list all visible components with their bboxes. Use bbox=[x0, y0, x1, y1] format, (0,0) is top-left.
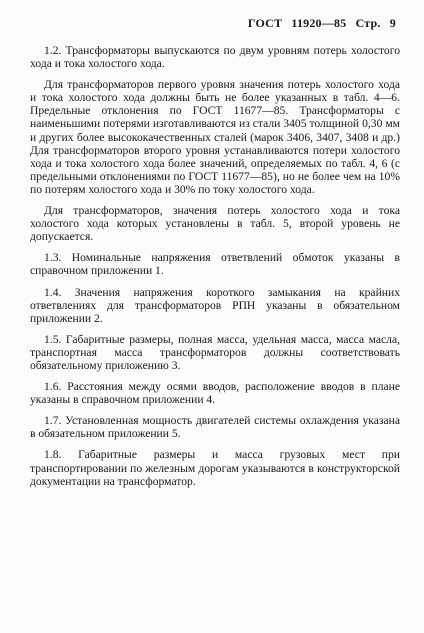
paragraph-first-level: Для трансформаторов первого уровня значения потерь холостого хода и тока холостого хода должны быть не более указанных в табл. 4—6. Предельные отклонения по ГОСТ 11677—85. Трансформаторы с наименьшими потерями изготавливаются из стали 3405 толщиной 0,30 мм и других более высококачественных сталей (марок 3406, 3407, 3408 и др.) Для трансформаторов второго уровня устанавливаются потери холостого хода и тока холостого хода более значений, определяемых по табл. 4, 6 (с предельными отклонениями по ГОСТ 11677—85), но не более чем на 10% по потерям холостого хода и 30% по току холостого хода. bbox=[30, 78, 400, 196]
standard-label: ГОСТ bbox=[247, 16, 283, 30]
running-header bbox=[248, 16, 396, 31]
paragraph-1-5: 1.5. Габаритные размеры, полная масса, удельная масса, масса масла, транспортная масса трансформаторов должны соответствовать обязательному приложению 3. bbox=[30, 332, 400, 372]
body-text bbox=[30, 44, 400, 496]
paragraph-second-level: Для трансформаторов, значения потерь холостого хода и тока холостого хода которых установлены в табл. 5, второй уровень не допускается. bbox=[30, 204, 400, 244]
paragraph-1-8: 1.8. Габаритные размеры и масса грузовых мест при транспортировании по железным дорогам указываются в конструкторской документации на трансформатор. bbox=[30, 448, 400, 488]
paragraph-1-7: 1.7. Установленная мощность двигателей системы охлаждения указана в обязательном приложении 5. bbox=[30, 414, 400, 441]
paragraph-1-2: 1.2. Трансформаторы выпускаются по двум уровням потерь холостого хода и тока холостого хода. bbox=[30, 44, 400, 71]
paragraph-1-3: 1.3. Номинальные напряжения ответвлений обмоток указаны в справочном приложении 1. bbox=[30, 251, 400, 278]
page-label: Стр. bbox=[355, 16, 381, 30]
paragraph-1-6: 1.6. Расстояния между осями вводов, расположение вводов в плане указаны в справочном приложении 4. bbox=[30, 380, 400, 407]
page-number: 9 bbox=[389, 16, 396, 30]
standard-number: 11920—85 bbox=[291, 16, 347, 30]
paragraph-1-4: 1.4. Значения напряжения короткого замыкания на крайних ответвлениях для трансформаторов РПН указаны в обязательном приложении 2. bbox=[30, 285, 400, 325]
